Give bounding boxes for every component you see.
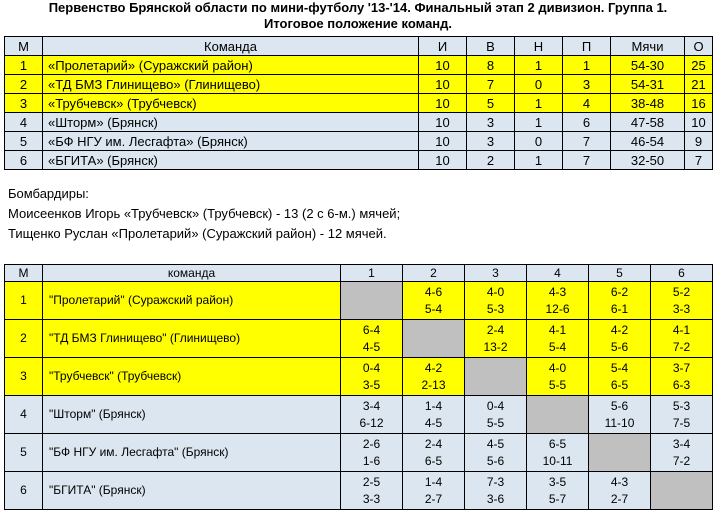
matrix-result-cell [403, 282, 465, 320]
away-score: 5-6 [486, 453, 505, 468]
standings-draws-cell: 1 [515, 113, 563, 132]
matrix-result-cell [651, 396, 713, 434]
matrix-team-cell: "БГИТА" (Брянск) [43, 472, 341, 510]
home-score: 4-2 [610, 322, 629, 337]
standings-header-row [5, 37, 713, 56]
away-score: 6-5 [610, 377, 629, 392]
standings-table [4, 36, 713, 170]
standings-pos-cell: 3 [5, 94, 43, 113]
results-matrix-table [4, 264, 713, 510]
away-score: 13-2 [483, 339, 508, 354]
matrix-result-cell [651, 320, 713, 358]
home-score: 4-1 [672, 322, 691, 337]
away-score: 5-5 [548, 377, 567, 392]
standings-pos-cell: 6 [5, 151, 43, 170]
home-score: 5-4 [610, 360, 629, 375]
matrix-result-cell [465, 434, 527, 472]
scorer-line: Тищенко Руслан «Пролетарий» (Суражский район) - 12 мячей. [8, 226, 387, 241]
away-score: 12-6 [545, 301, 570, 316]
standings-games-cell: 10 [419, 151, 467, 170]
scorer-line: Моисеенков Игорь «Трубчевск» (Трубчевск) - 13 (2 с 6-м.) мячей; [8, 206, 401, 221]
away-score: 5-4 [548, 339, 567, 354]
home-score: 2-4 [486, 322, 505, 337]
matrix-result-cell [403, 358, 465, 396]
standings-team-cell: «ТД БМЗ Глинищево» (Глинищево) [43, 75, 419, 94]
standings-games-cell: 10 [419, 75, 467, 94]
standings-losses-cell: 1 [563, 56, 611, 75]
standings-games-cell: 10 [419, 132, 467, 151]
matrix-team-cell: "БФ НГУ им. Лесгафта" (Брянск) [43, 434, 341, 472]
standings-wins-cell: 7 [467, 75, 515, 94]
home-score: 1-4 [424, 398, 443, 413]
home-score: 3-4 [362, 398, 381, 413]
matrix-header-cell: 3 [465, 265, 527, 282]
home-score: 0-4 [486, 398, 505, 413]
standings-team-cell: «БФ НГУ им. Лесгафта» (Брянск) [43, 132, 419, 151]
matrix-result-cell [589, 320, 651, 358]
matrix-result-cell [341, 320, 403, 358]
standings-points-cell: 10 [685, 113, 713, 132]
matrix-result-cell [589, 472, 651, 510]
home-score: 6-2 [610, 284, 629, 299]
standings-pos-cell: 1 [5, 56, 43, 75]
away-score: 6-3 [672, 377, 691, 392]
matrix-header-cell: команда [43, 265, 341, 282]
matrix-pos-cell: 4 [5, 396, 43, 434]
matrix-pos-cell: 5 [5, 434, 43, 472]
home-score: 4-1 [548, 322, 567, 337]
standings-team-cell: «Шторм» (Брянск) [43, 113, 419, 132]
standings-header-cell: И [419, 37, 467, 56]
matrix-team-cell: "Шторм" (Брянск) [43, 396, 341, 434]
matrix-team-cell: "Трубчевск" (Трубчевск) [43, 358, 341, 396]
matrix-result-cell [465, 472, 527, 510]
away-score: 5-5 [486, 415, 505, 430]
matrix-row [5, 472, 713, 510]
matrix-row [5, 358, 713, 396]
standings-header-cell: Команда [43, 37, 419, 56]
matrix-row [5, 434, 713, 472]
standings-wins-cell: 8 [467, 56, 515, 75]
matrix-diagonal-cell [589, 434, 651, 472]
matrix-result-cell [341, 358, 403, 396]
matrix-pos-cell: 3 [5, 358, 43, 396]
matrix-diagonal-cell [403, 320, 465, 358]
matrix-result-cell [403, 434, 465, 472]
matrix-team-cell: "Пролетарий" (Суражский район) [43, 282, 341, 320]
standings-points-cell: 21 [685, 75, 713, 94]
matrix-header-cell: М [5, 265, 43, 282]
matrix-result-cell [527, 282, 589, 320]
home-score: 4-3 [610, 474, 629, 489]
standings-wins-cell: 3 [467, 113, 515, 132]
matrix-header-cell: 5 [589, 265, 651, 282]
away-score: 5-6 [610, 339, 629, 354]
home-score: 2-4 [424, 436, 443, 451]
standings-team-cell: «Трубчевск» (Трубчевск) [43, 94, 419, 113]
matrix-result-cell [465, 320, 527, 358]
standings-row [5, 113, 713, 132]
home-score: 6-5 [548, 436, 567, 451]
page-title [0, 0, 716, 32]
standings-games-cell: 10 [419, 56, 467, 75]
matrix-row [5, 282, 713, 320]
home-score: 4-6 [424, 284, 443, 299]
standings-header-cell: В [467, 37, 515, 56]
home-score: 4-3 [548, 284, 567, 299]
away-score: 7-2 [672, 453, 691, 468]
away-score: 5-3 [486, 301, 505, 316]
away-score: 2-7 [610, 491, 629, 506]
matrix-result-cell [527, 472, 589, 510]
matrix-row [5, 320, 713, 358]
home-score: 2-6 [362, 436, 381, 451]
home-score: 4-2 [424, 360, 443, 375]
home-score: 2-5 [362, 474, 381, 489]
away-score: 2-7 [424, 491, 443, 506]
home-score: 3-5 [548, 474, 567, 489]
scorers-heading: Бомбардиры: [8, 186, 89, 201]
away-score: 3-6 [486, 491, 505, 506]
matrix-row [5, 396, 713, 434]
home-score: 7-3 [486, 474, 505, 489]
away-score: 4-5 [362, 339, 381, 354]
standings-draws-cell: 1 [515, 151, 563, 170]
standings-header-cell: П [563, 37, 611, 56]
away-score: 6-1 [610, 301, 629, 316]
matrix-header-row [5, 265, 713, 282]
matrix-result-cell [403, 472, 465, 510]
matrix-diagonal-cell [527, 396, 589, 434]
standings-draws-cell: 1 [515, 56, 563, 75]
standings-header-cell: М [5, 37, 43, 56]
matrix-team-cell: "ТД БМЗ Глинищево" (Глинищево) [43, 320, 341, 358]
matrix-header-cell: 1 [341, 265, 403, 282]
away-score: 3-5 [362, 377, 381, 392]
standings-row [5, 75, 713, 94]
standings-losses-cell: 3 [563, 75, 611, 94]
standings-games-cell: 10 [419, 113, 467, 132]
standings-goals-cell: 47-58 [611, 113, 685, 132]
matrix-result-cell [527, 434, 589, 472]
matrix-result-cell [589, 282, 651, 320]
home-score: 3-7 [672, 360, 691, 375]
matrix-diagonal-cell [465, 358, 527, 396]
away-score: 5-4 [424, 301, 443, 316]
away-score: 3-3 [672, 301, 691, 316]
standings-team-cell: «Пролетарий» (Суражский район) [43, 56, 419, 75]
matrix-result-cell [651, 358, 713, 396]
standings-points-cell: 16 [685, 94, 713, 113]
standings-wins-cell: 3 [467, 132, 515, 151]
matrix-result-cell [465, 396, 527, 434]
standings-row [5, 56, 713, 75]
home-score: 5-2 [672, 284, 691, 299]
matrix-result-cell [651, 434, 713, 472]
home-score: 4-0 [548, 360, 567, 375]
standings-row [5, 132, 713, 151]
standings-points-cell: 25 [685, 56, 713, 75]
scorers-block [8, 184, 400, 244]
title-line-1: Первенство Брянской области по мини-футболу '13-'14. Финальный этап 2 дивизион. Группа 1. [48, 0, 668, 15]
matrix-result-cell [589, 358, 651, 396]
standings-wins-cell: 5 [467, 94, 515, 113]
standings-draws-cell: 0 [515, 75, 563, 94]
away-score: 11-10 [604, 415, 635, 430]
matrix-result-cell [341, 434, 403, 472]
matrix-diagonal-cell [341, 282, 403, 320]
matrix-result-cell [341, 396, 403, 434]
home-score: 5-3 [672, 398, 691, 413]
standings-header-cell: Н [515, 37, 563, 56]
standings-points-cell: 7 [685, 151, 713, 170]
standings-row [5, 151, 713, 170]
matrix-result-cell [403, 396, 465, 434]
standings-draws-cell: 1 [515, 94, 563, 113]
home-score: 4-5 [486, 436, 505, 451]
home-score: 5-6 [610, 398, 629, 413]
standings-pos-cell: 5 [5, 132, 43, 151]
standings-losses-cell: 4 [563, 94, 611, 113]
away-score: 1-6 [362, 453, 381, 468]
standings-row [5, 94, 713, 113]
matrix-pos-cell: 2 [5, 320, 43, 358]
matrix-result-cell [589, 396, 651, 434]
home-score: 0-4 [362, 360, 381, 375]
home-score: 6-4 [362, 322, 381, 337]
matrix-result-cell [527, 358, 589, 396]
standings-points-cell: 9 [685, 132, 713, 151]
matrix-diagonal-cell [651, 472, 713, 510]
away-score: 2-13 [421, 377, 446, 392]
standings-goals-cell: 54-30 [611, 56, 685, 75]
away-score: 4-5 [424, 415, 443, 430]
matrix-header-cell: 2 [403, 265, 465, 282]
title-line-2: Итоговое положение команд. [263, 16, 453, 31]
home-score: 3-4 [672, 436, 691, 451]
away-score: 6-12 [359, 415, 384, 430]
standings-goals-cell: 54-31 [611, 75, 685, 94]
standings-header-cell: Мячи [611, 37, 685, 56]
standings-games-cell: 10 [419, 94, 467, 113]
away-score: 7-2 [672, 339, 691, 354]
standings-losses-cell: 7 [563, 151, 611, 170]
home-score: 1-4 [424, 474, 443, 489]
away-score: 10-11 [542, 453, 573, 468]
standings-draws-cell: 0 [515, 132, 563, 151]
matrix-header-cell: 4 [527, 265, 589, 282]
matrix-header-cell: 6 [651, 265, 713, 282]
home-score: 4-0 [486, 284, 505, 299]
away-score: 5-7 [548, 491, 567, 506]
standings-pos-cell: 2 [5, 75, 43, 94]
matrix-pos-cell: 1 [5, 282, 43, 320]
matrix-result-cell [527, 320, 589, 358]
away-score: 7-5 [672, 415, 691, 430]
standings-goals-cell: 38-48 [611, 94, 685, 113]
standings-losses-cell: 6 [563, 113, 611, 132]
matrix-pos-cell: 6 [5, 472, 43, 510]
standings-goals-cell: 46-54 [611, 132, 685, 151]
standings-losses-cell: 7 [563, 132, 611, 151]
standings-pos-cell: 4 [5, 113, 43, 132]
standings-team-cell: «БГИТА» (Брянск) [43, 151, 419, 170]
matrix-result-cell [341, 472, 403, 510]
matrix-result-cell [651, 282, 713, 320]
away-score: 3-3 [362, 491, 381, 506]
matrix-result-cell [465, 282, 527, 320]
standings-header-cell: О [685, 37, 713, 56]
standings-wins-cell: 2 [467, 151, 515, 170]
standings-goals-cell: 32-50 [611, 151, 685, 170]
away-score: 6-5 [424, 453, 443, 468]
